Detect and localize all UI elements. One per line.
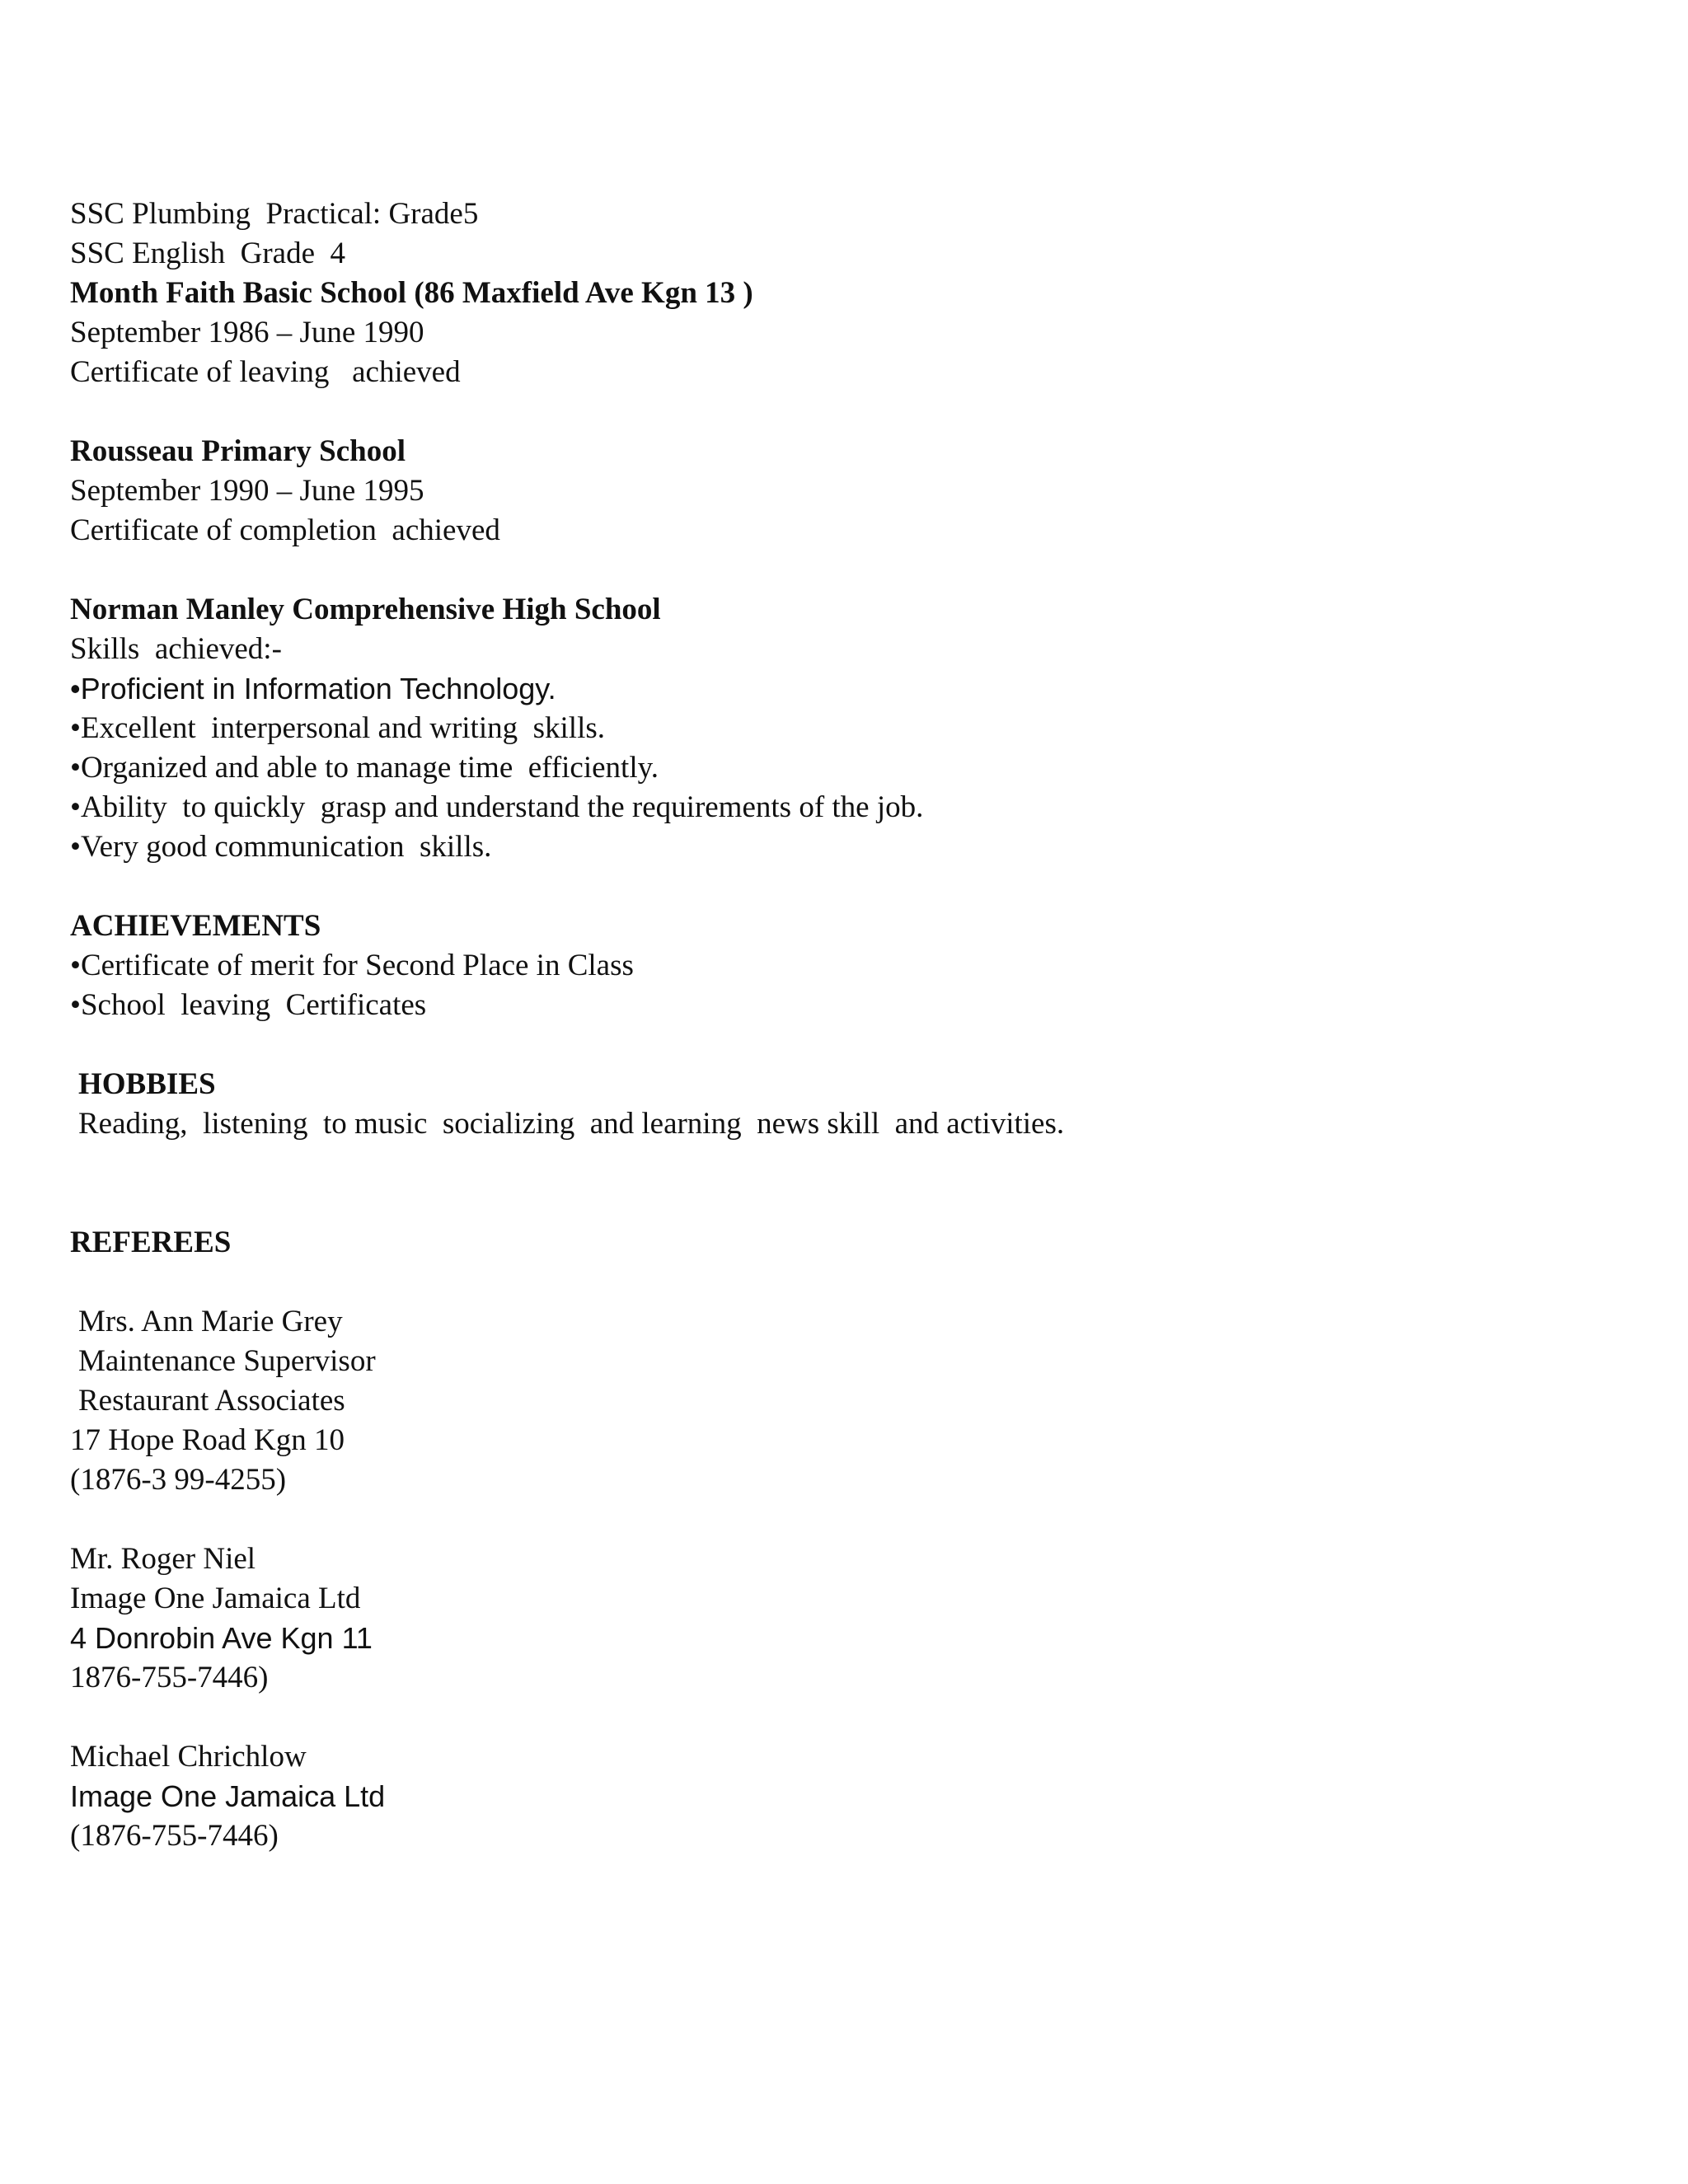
hobbies-text: Reading, listening to music socializing and learning news skill and activities.	[78, 1107, 1065, 1141]
skills-heading: Skills achieved:-	[70, 632, 282, 666]
achievement-item: •School leaving Certificates	[70, 988, 427, 1022]
skill-item: •Organized and able to manage time efficiently.	[70, 751, 659, 785]
referee-company: Image One Jamaica Ltd	[70, 1779, 386, 1813]
skill-item: •Proficient in Information Technology.	[70, 672, 556, 705]
school-name: Norman Manley Comprehensive High School	[70, 593, 661, 626]
referees-section	[70, 1223, 1620, 1856]
section-heading: ACHIEVEMENTS	[70, 909, 321, 943]
skill-item: •Ability to quickly grasp and understand the requirements of the job.	[70, 790, 924, 824]
school-entry-primary	[70, 432, 1620, 551]
referee-entry	[70, 1540, 1620, 1698]
referee-address: 4 Donrobin Ave Kgn 11	[70, 1621, 373, 1655]
referee-address: 17 Hope Road Kgn 10	[70, 1423, 345, 1457]
referee-name: Mrs. Ann Marie Grey	[78, 1305, 343, 1338]
school-entry-basic	[70, 274, 1620, 392]
spacer	[70, 1025, 1620, 1065]
referee-company: Restaurant Associates	[78, 1384, 345, 1418]
section-heading: REFEREES	[70, 1226, 232, 1259]
referee-name: Mr. Roger Niel	[70, 1542, 256, 1576]
school-name: Rousseau Primary School	[70, 434, 406, 468]
spacer	[70, 867, 1620, 907]
skill-item: •Very good communication skills.	[70, 830, 492, 864]
spacer	[70, 551, 1620, 590]
resume-content	[70, 194, 1620, 1856]
school-result: Certificate of completion achieved	[70, 513, 500, 547]
spacer	[70, 1144, 1620, 1223]
hobbies-section	[70, 1065, 1620, 1144]
school-dates: September 1986 – June 1990	[70, 316, 424, 349]
achievements-section	[70, 907, 1620, 1025]
referee-entry	[70, 1737, 1620, 1856]
spacer	[70, 392, 1620, 432]
spacer	[70, 1698, 1620, 1737]
school-dates: September 1990 – June 1995	[70, 474, 424, 508]
referee-phone: (1876-755-7446)	[70, 1819, 279, 1853]
referee-phone: 1876-755-7446)	[70, 1661, 269, 1694]
school-name: Month Faith Basic School (86 Maxfield Ave Kgn 13 )	[70, 276, 753, 310]
qualification-line: SSC Plumbing Practical: Grade5	[70, 197, 479, 231]
section-heading: HOBBIES	[78, 1067, 216, 1101]
qualification-line: SSC English Grade 4	[70, 237, 346, 270]
achievement-item: •Certificate of merit for Second Place in Class	[70, 949, 634, 982]
referee-phone: (1876-3 99-4255)	[70, 1463, 287, 1497]
school-entry-high	[70, 590, 1620, 867]
spacer	[70, 1500, 1620, 1540]
skill-item: •Excellent interpersonal and writing skills.	[70, 711, 605, 745]
referee-company: Image One Jamaica Ltd	[70, 1582, 361, 1615]
school-result: Certificate of leaving achieved	[70, 355, 461, 389]
qualifications-section	[70, 194, 1620, 274]
spacer	[70, 1263, 1620, 1302]
referee-title: Maintenance Supervisor	[78, 1344, 376, 1378]
referee-name: Michael Chrichlow	[70, 1740, 307, 1774]
referee-entry	[70, 1302, 1620, 1500]
